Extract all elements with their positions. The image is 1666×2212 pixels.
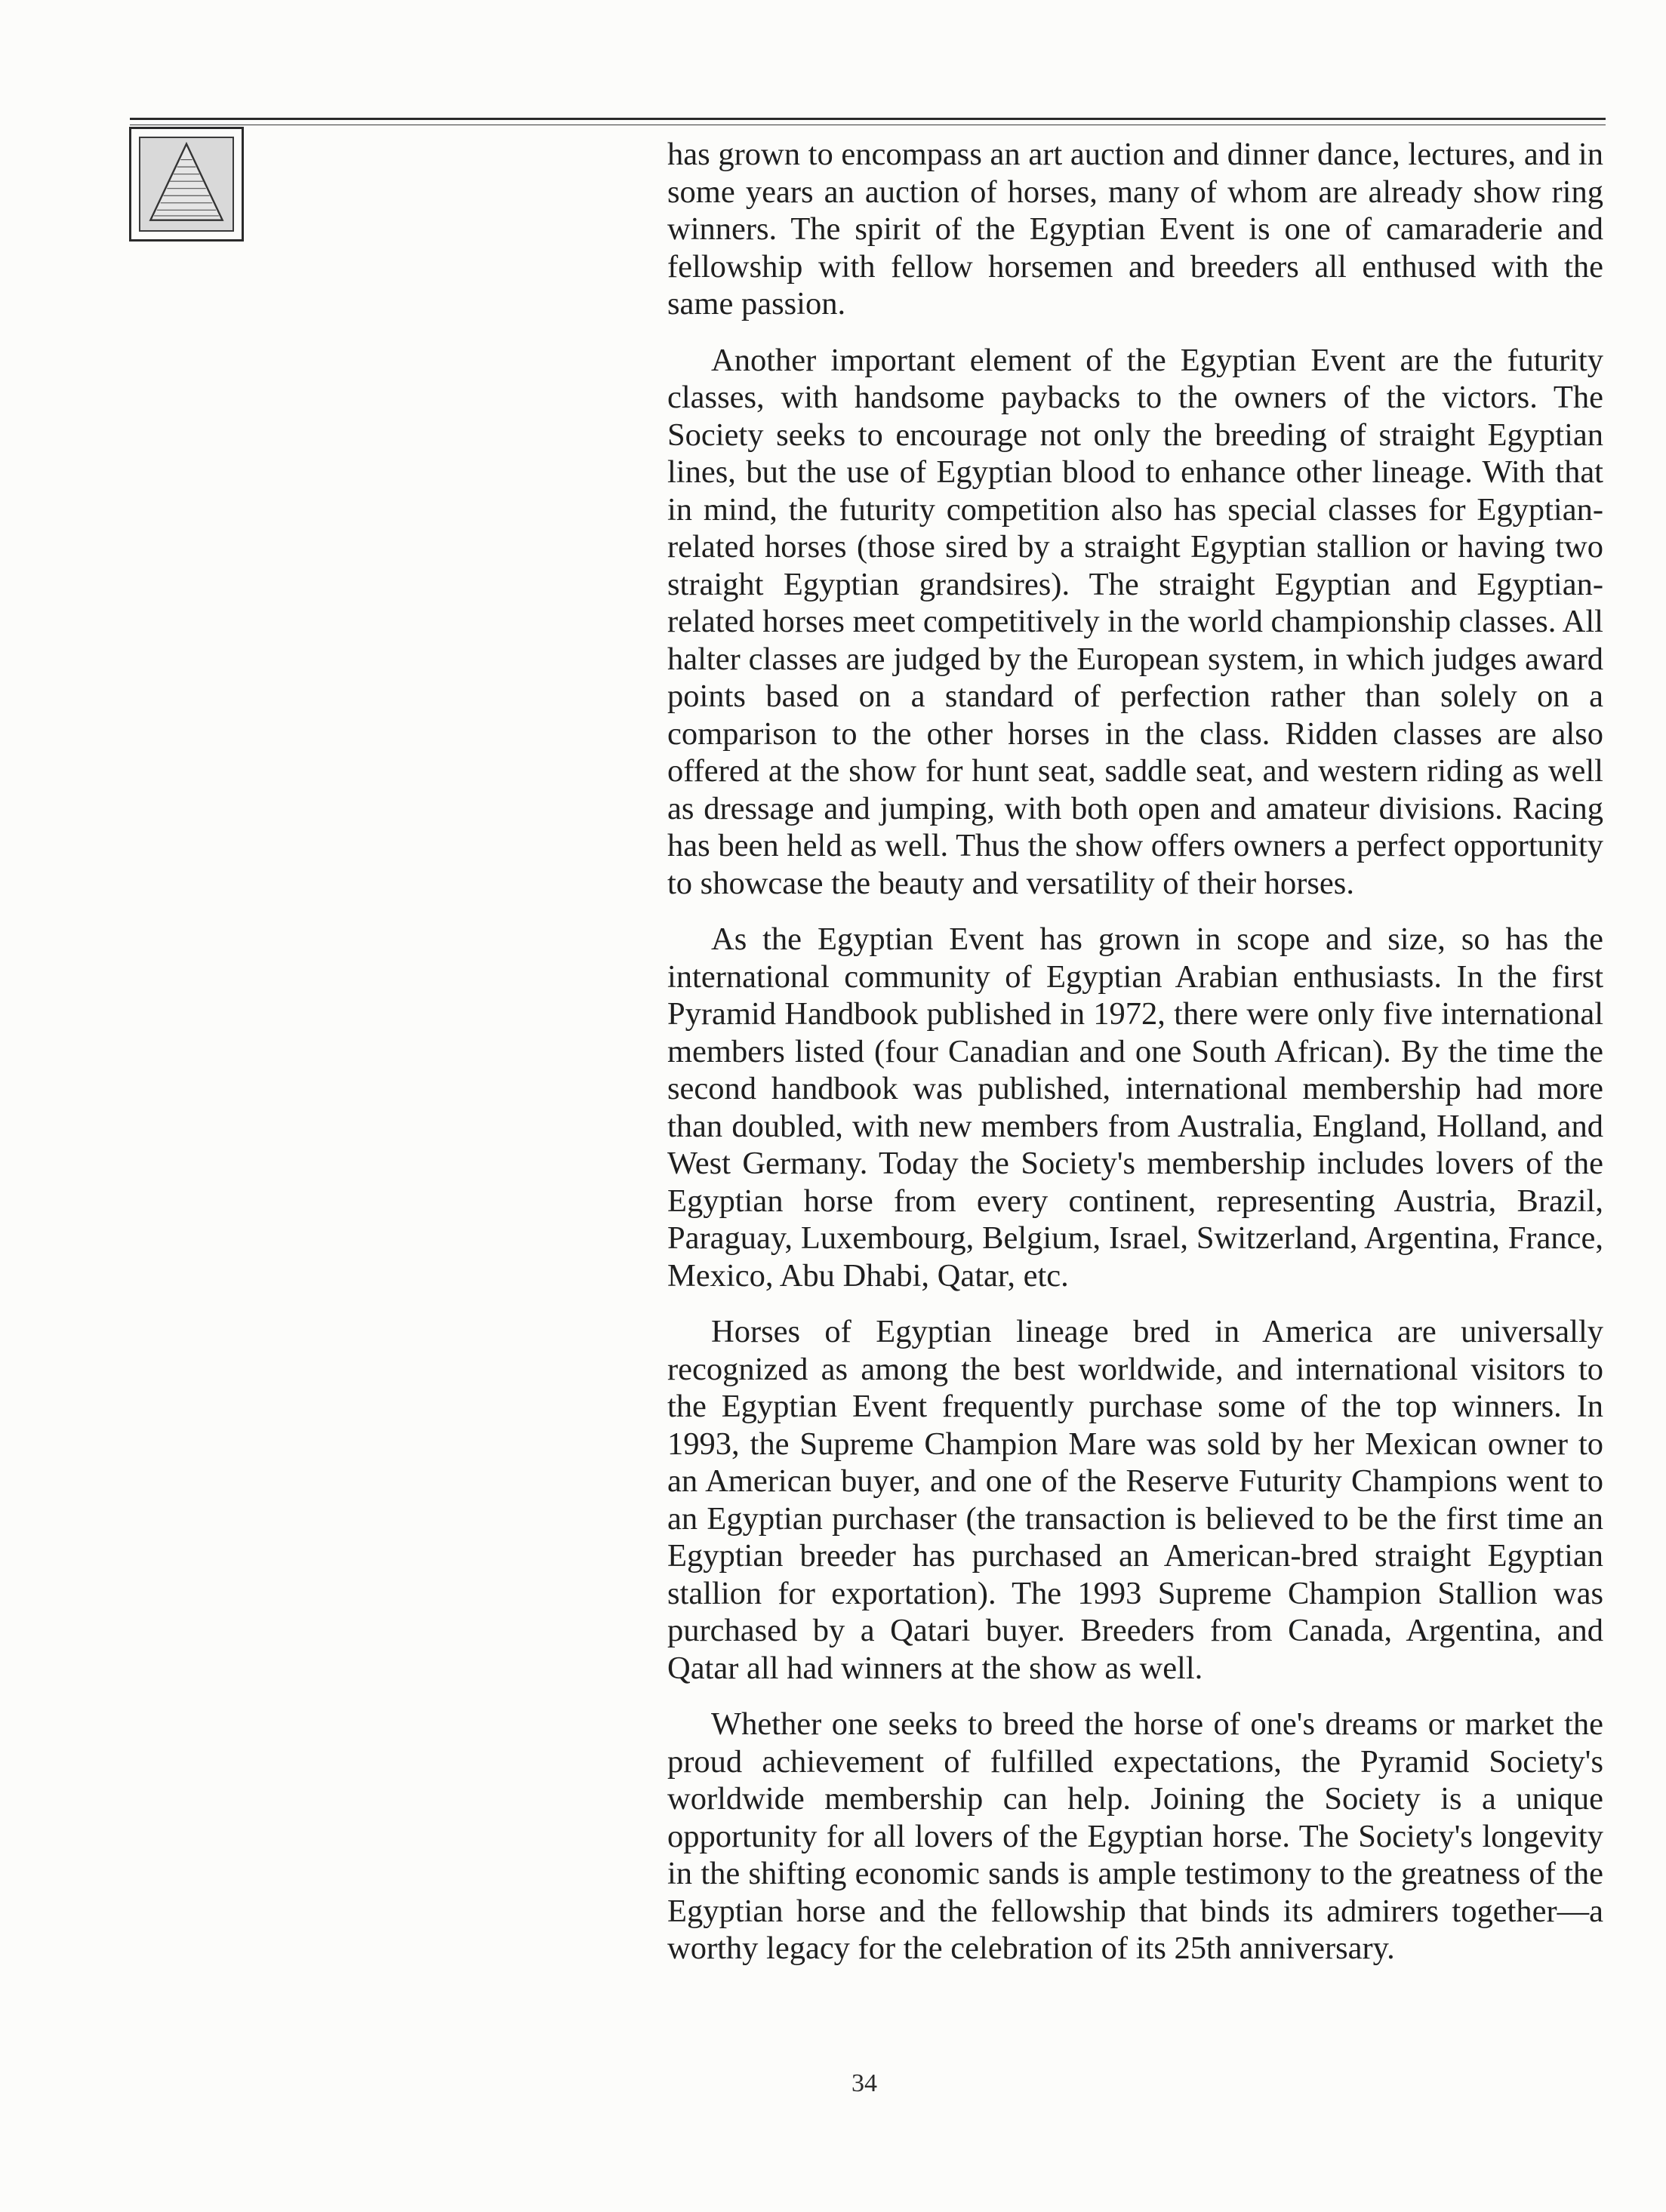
page-number: 34	[851, 2069, 877, 2097]
header-rule	[130, 118, 1606, 120]
article-body	[667, 136, 1603, 1986]
pyramid-icon	[140, 138, 233, 230]
pyramid-logo-frame	[139, 137, 234, 232]
paragraph: Horses of Egyptian lineage bred in America are universally recognized as among the best worldwide, and international visitors to the Egyptian Event frequently purchase some of the top winners. In 1993, the Supreme Champion Mare was sold by her Mexican owner to an American buyer, and one of the Reserve Futurity Champions went to an Egyptian purchaser (the transaction is believed to be the first time an Egyptian breeder has purchased an American-bred straight Egyptian stallion for exportation). The 1993 Supreme Champion Stallion was purchased by a Qatari buyer. Breeders from Canada, Argentina, and Qatar all had winners at the show as well.	[667, 1314, 1603, 1686]
paragraph: As the Egyptian Event has grown in scope and size, so has the international community of Egyptian Arabian enthusiasts. In the first Pyramid Handbook published in 1972, there were only five international members listed (four Canadian and one South African). By the time the second handbook was published, international membership had more than doubled, with new members from Australia, England, Holland, and West Germany. Today the Society's membership includes lovers of the Egyptian horse from every continent, representing Austria, Brazil, Paraguay, Luxembourg, Belgium, Israel, Switzerland, Argentina, France, Mexico, Abu Dhabi, Qatar, etc.	[667, 921, 1603, 1294]
paragraph: has grown to encompass an art auction and dinner dance, lectures, and in some years an auction of horses, many of whom are already show ring winners. The spirit of the Egyptian Event is one of camaraderie and fellowship with fellow horsemen and breeders all enthused with the same passion.	[667, 137, 1603, 321]
paragraph: Another important element of the Egyptian Event are the futurity classes, with handsome paybacks to the owners of the victors. The Society seeks to encourage not only the breeding of straight Egyptian lines, but the use of Egyptian blood to enhance other lineage. With that in mind, the futurity competition also has special classes for Egyptian-related horses (those sired by a straight Egyptian stallion or having two straight Egyptian grandsires). The straight Egyptian and Egyptian-related horses meet competitively in the world championship classes. All halter classes are judged by the European system, in which judges award points based on a standard of perfection rather than solely on a comparison to the other horses in the class. Ridden classes are also offered at the show for hunt seat, saddle seat, and western riding as well as dressage and jumping, with both open and amateur divisions. Racing has been held as well. Thus the show offers owners a perfect opportunity to showcase the beauty and versatility of their horses.	[667, 342, 1603, 901]
paragraph: Whether one seeks to breed the horse of one's dreams or market the proud achievement of fulfilled expectations, the Pyramid Society's worldwide membership can help. Joining the Society is a unique opportunity for all lovers of the Egyptian horse. The Society's longevity in the shifting economic sands is ample testimony to the greatness of the Egyptian horse and the fellowship that binds its admirers together—a worthy legacy for the celebration of its 25th anniversary.	[667, 1706, 1603, 1966]
pyramid-logo	[129, 127, 244, 242]
